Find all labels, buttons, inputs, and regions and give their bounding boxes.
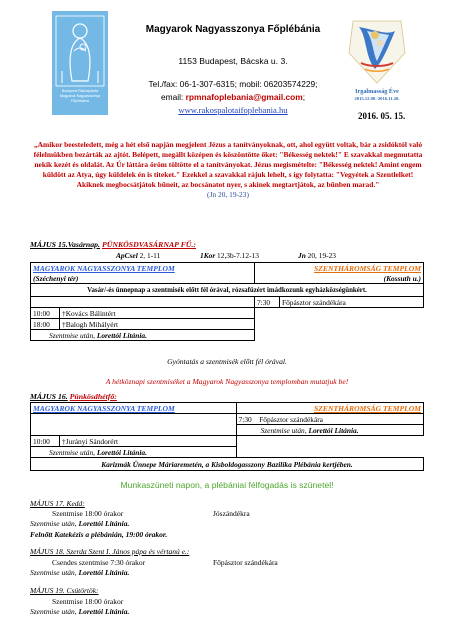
day1-right-time: 7:30 bbox=[254, 297, 279, 308]
day2-right-after-mass: Szentmise után, Lorettói Litánia. bbox=[236, 425, 423, 436]
gospel-reference: (Jn 20, 19-23) bbox=[207, 190, 249, 200]
parish-logo bbox=[52, 11, 108, 115]
day1-row2-time: 18:00 bbox=[31, 319, 60, 330]
week-day-after-mass: Szentmise után, Lorettói Litánia. bbox=[30, 568, 130, 577]
mercy-logo-icon bbox=[347, 17, 407, 87]
parish-name: Magyarok Nagyasszonya Főplébánia bbox=[145, 24, 321, 35]
week-day-after-mass: Szentmise után, Lorettói Litánia. bbox=[30, 519, 130, 528]
day2-title: MÁJUS 16. Pünkösdhétfő: bbox=[30, 392, 117, 401]
day1-reading-3: Jn 20, 19-23 bbox=[298, 251, 336, 260]
address: 1153 Budapest, Bácska u. 3. bbox=[178, 56, 288, 66]
bulletin-date: 2016. 05. 15. bbox=[358, 111, 406, 121]
week-day-title: MÁJUS 18. Szerda Szent I. János pápa és vértanú e.: bbox=[30, 547, 190, 556]
day1-church-left-sub: (Széchenyi tér) bbox=[31, 273, 255, 284]
weekday-mass-note: A hétköznapi szentmiséket a Magyarok Nagyasszonya templomban mutatjuk be! bbox=[105, 377, 349, 386]
gospel-quote bbox=[30, 140, 426, 201]
mercy-year-dates: 2015.12.08.-2016.11.20. bbox=[354, 96, 400, 101]
day1-after-mass: Szentmise után, Lorettói Litánia. bbox=[31, 330, 255, 341]
day1-church-right-sub: (Kossuth u.) bbox=[254, 273, 423, 284]
day1-reading-2: 1Kor 12,3b-7.12-13 bbox=[200, 251, 259, 260]
day2-row1-time: 10:00 bbox=[31, 436, 60, 447]
week-day-title: MÁJUS 19. Csütörtök: bbox=[30, 586, 99, 595]
day1-row1-intention: †Kovács Bálintért bbox=[60, 308, 255, 319]
week-day-mass: Csendes szentmise 7:30 órakor bbox=[52, 558, 146, 567]
week-day-mass: Szentmise 18:00 órakor bbox=[52, 509, 124, 518]
day1-confession: Gyóntatás a szentmisék előtt fél órával. bbox=[167, 357, 287, 366]
website-link[interactable]: www.rakospalotaifoplebania.hu bbox=[178, 105, 288, 115]
day2-church-right: SZENTHÁROMSÁG TEMPLOM bbox=[236, 403, 423, 414]
week-day-intention: Főpásztor szándékára bbox=[213, 558, 278, 567]
day2-schedule-table bbox=[30, 402, 424, 471]
mercy-year-caption: Irgalmasság Éve bbox=[355, 88, 399, 95]
gospel-text: „Amikor beesteledett, még a hét első napján megjelent Jézus a tanítványoknak, ott, ahol együtt voltak, bár a zsidóktól való félelmükben bezárták az ajtót. Belépett, megállt középen és köszöntötte őket: "Békesség nektek!" E szavakkal megmutatta nekik kezét és oldalát. Az Úr láttára öröm töltötte el a tanítványokat. Jézus megismételte: "Békesség nektek! Amint engem küldött az Atya, úgy küldelek én is titeket." Ezekkel a szavakkal rájuk lehelt, s így folytatta: "Vegyétek a Szentlelket! Akiknek megbocsátjátok bűneit, az bocsánatot nyer, s akinek megtartjátok, az bűnben marad." bbox=[33, 140, 423, 190]
day1-rosary-notice: Vasár/-és ünnepnap a szentmisék előtt fél órával, rózsafüzért imádkozunk egyházközségünkért. bbox=[31, 284, 424, 297]
year-of-mercy-logo bbox=[347, 17, 407, 87]
email-link[interactable]: rpmnafoplebania@gmail.com bbox=[185, 92, 303, 102]
week-day-catechesis: Felnőtt Katekézis a plébánián, 19:00 órakor. bbox=[30, 530, 168, 539]
email-line: email: rpmnafoplebania@gmail.com; bbox=[160, 92, 306, 102]
day1-row1-time: 10:00 bbox=[31, 308, 60, 319]
day1-right-intention: Főpásztor szándékára bbox=[279, 297, 423, 308]
day2-charisma-feast: Karizmák Ünnepe Máriaremetén, a Kisboldogasszony Bazilika Plébánia kertjében. bbox=[31, 458, 424, 471]
holiday-notice: Munkaszüneti napon, a plébániai félfogadás is szünetel! bbox=[120, 480, 334, 490]
week-day-intention: Jószándékra bbox=[213, 509, 250, 518]
day1-reading-1: ApCsel 2, 1-11 bbox=[116, 251, 161, 260]
day1-church-right: SZENTHÁROMSÁG TEMPLOM bbox=[254, 263, 423, 274]
day1-title: MÁJUS 15.Vasárnap. PÜNKÖSDVASÁRNAP FŰ.: bbox=[30, 240, 196, 249]
day1-church-left: MAGYAROK NAGYASSZONYA TEMPLOM bbox=[31, 263, 255, 274]
parish-logo-text: Budapest-Rákospalota Magyarok Nagyasszonya Főplébánia bbox=[59, 89, 101, 103]
phone-line: Tel./fax: 06-1-307-6315; mobil: 06203574229; bbox=[148, 79, 318, 89]
week-day-title: MÁJUS 17. Kedd: bbox=[30, 499, 85, 508]
week-day-mass: Szentmise 18:00 órakor bbox=[52, 597, 124, 606]
week-day-after-mass: Szentmise után, Lorettói Litánia. bbox=[30, 607, 130, 616]
day1-row2-intention: †Balogh Mihályért bbox=[60, 319, 255, 330]
day2-right-mass: 7:30 Főpásztor szándékára bbox=[236, 414, 423, 425]
day2-church-left: MAGYAROK NAGYASSZONYA TEMPLOM bbox=[31, 403, 237, 414]
day2-row1-intention: †Jurányi Sándorért bbox=[60, 436, 237, 447]
day1-schedule-table bbox=[30, 262, 424, 341]
day2-after-mass: Szentmise után, Lorettói Litánia. bbox=[31, 447, 237, 458]
